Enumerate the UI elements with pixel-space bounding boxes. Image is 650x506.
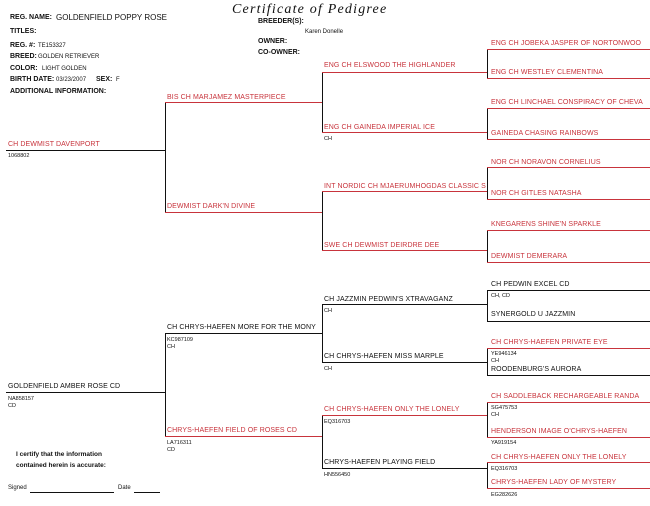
dsd-name: CH CHRYS-HAEFEN MISS MARPLE — [324, 353, 444, 360]
dds-line — [322, 415, 488, 416]
ds-reg: KC987109 — [167, 337, 193, 343]
ddd-bracket — [487, 462, 488, 488]
dsd-bracket — [487, 348, 488, 375]
ss-name: BIS CH MARJAMEZ MASTERPIECE — [167, 94, 286, 101]
ds-bracket — [322, 304, 323, 362]
signed-label: Signed — [8, 485, 27, 491]
ssd-line — [322, 132, 488, 133]
reg-name-label: REG. NAME: — [10, 14, 52, 21]
sds-line — [322, 191, 488, 192]
g11-name: CH CHRYS-HAEFEN PRIVATE EYE — [491, 339, 608, 346]
dam-bracket — [165, 333, 166, 436]
ss-bracket — [322, 72, 323, 132]
owner-label: OWNER: — [258, 38, 288, 45]
g3-name: ENG CH LINCHAEL CONSPIRACY OF CHEVA — [491, 99, 643, 106]
g12-line — [487, 375, 650, 376]
g5-line — [487, 167, 650, 168]
g13-line — [487, 402, 650, 403]
g9-name: CH PEDWIN EXCEL CD — [491, 281, 570, 288]
sdd-line — [322, 250, 488, 251]
dss-name: CH JAZZMIN PEDWIN'S XTRAVAGANZ — [324, 296, 453, 303]
reg-no-label: REG. #: — [10, 42, 36, 49]
dam-name: GOLDENFIELD AMBER ROSE CD — [8, 383, 121, 390]
g2-line — [487, 78, 650, 79]
sire-bracket — [165, 102, 166, 212]
sss-bracket — [487, 49, 488, 78]
g7-line — [487, 230, 650, 231]
ddd-reg: HN556450 — [324, 472, 351, 478]
g8-line — [487, 262, 650, 263]
dd-name: CHRYS-HAEFEN FIELD OF ROSES CD — [167, 427, 298, 434]
certify-line-1: I certify that the information — [16, 451, 102, 458]
ssd-name: ENG CH GAINEDA IMPERIAL ICE — [324, 124, 435, 131]
ds-extra: CH — [167, 344, 175, 350]
g9-line — [487, 290, 650, 291]
breed-value: GOLDEN RETRIEVER — [38, 54, 100, 60]
dds-name: CH CHRYS-HAEFEN ONLY THE LONELY — [324, 406, 460, 413]
co-owner-label: CO-OWNER: — [258, 49, 300, 56]
dam-extra: CD — [8, 403, 16, 409]
sd-line — [165, 212, 323, 213]
sds-name: INT NORDIC CH MJAERUMHOGDAS CLASSIC S — [324, 183, 486, 190]
date-field[interactable] — [134, 492, 160, 493]
reg-name-value: GOLDENFIELD POPPY ROSE — [56, 13, 167, 22]
dam-line — [6, 392, 166, 393]
g10-line — [487, 321, 650, 322]
date-label: Date — [118, 485, 131, 491]
dsd-line — [322, 362, 488, 363]
color-value: LIGHT GOLDEN — [42, 66, 87, 72]
additional-info-label: ADDITIONAL INFORMATION: — [10, 88, 107, 95]
g16-line — [487, 488, 650, 489]
g2-name: ENG CH WESTLEY CLEMENTINA — [491, 69, 604, 76]
sire-line — [6, 150, 166, 151]
g9-reg: CH, CD — [491, 293, 510, 299]
ddd-line — [322, 468, 488, 469]
g16-reg: EG282626 — [491, 492, 518, 498]
g1-line — [487, 49, 650, 50]
dd-line — [165, 436, 323, 437]
sds-bracket — [487, 167, 488, 199]
g14-line — [487, 437, 650, 438]
ddd-name: CHRYS-HAEFEN PLAYING FIELD — [324, 459, 436, 466]
g16-name: CHRYS-HAEFEN LADY OF MYSTERY — [491, 479, 617, 486]
ds-line — [165, 333, 323, 334]
g3-line — [487, 108, 650, 109]
birth-date-label: BIRTH DATE: — [10, 76, 55, 83]
titles-label: TITLES: — [10, 28, 37, 35]
g5-name: NOR CH NORAVON CORNELIUS — [491, 159, 601, 166]
sire-name: CH DEWMIST DAVENPORT — [8, 141, 100, 148]
g10-name: SYNERGOLD U JAZZMIN — [491, 311, 576, 318]
dam-reg: NA858157 — [8, 396, 34, 402]
dds-bracket — [487, 402, 488, 438]
sdd-bracket — [487, 230, 488, 262]
dd-extra: CD — [167, 447, 175, 453]
dd-bracket — [322, 415, 323, 468]
g15-name: CH CHRYS-HAEFEN ONLY THE LONELY — [491, 454, 627, 461]
g7-name: KNEGARENS SHINE'N SPARKLE — [491, 221, 601, 228]
g11-reg: YE946134 — [491, 351, 517, 357]
g13-reg: SG475753 — [491, 405, 518, 411]
dsd-reg: CH — [324, 366, 332, 372]
g4-name: GAINEDA CHASING RAINBOWS — [491, 130, 599, 137]
sd-name: DEWMIST DARK'N DIVINE — [167, 203, 256, 210]
sire-reg: 1068802 — [8, 153, 30, 159]
color-label: COLOR: — [10, 65, 38, 72]
sex-label: SEX: — [96, 76, 113, 83]
g1-name: ENG CH JOBEKA JASPER OF NORTONWOO — [491, 40, 642, 47]
g11-extra: CH — [491, 358, 499, 364]
sd-bracket — [322, 191, 323, 250]
g11-line — [487, 348, 650, 349]
g8-name: DEWMIST DEMERARA — [491, 253, 568, 260]
sex-value: F — [116, 77, 120, 83]
dss-bracket — [487, 290, 488, 321]
g12-name: ROODENBURG'S AURORA — [491, 366, 582, 373]
certificate-title: Certificate of Pedigree — [232, 2, 388, 17]
dds-reg: EQ316703 — [324, 419, 351, 425]
breeder-label: BREEDER(S): — [258, 18, 304, 25]
signature-field[interactable] — [30, 492, 114, 493]
sss-line — [322, 72, 488, 73]
breeder-value: Karen Donelle — [305, 29, 344, 35]
dss-reg: CH — [324, 308, 332, 314]
ss-line — [165, 102, 323, 103]
sdd-name: SWE CH DEWMIST DEIRDRE DEE — [324, 242, 440, 249]
ssd-reg: CH — [324, 136, 332, 142]
birth-date-value: 03/23/2007 — [56, 77, 87, 83]
g13-name: CH SADDLEBACK RECHARGEABLE RANDA — [491, 393, 640, 400]
g14-name: HENDERSON IMAGE O'CHRYS-HAEFEN — [491, 428, 628, 435]
g15-reg: EQ316703 — [491, 466, 518, 472]
reg-no-value: TE153327 — [38, 43, 66, 49]
g4-line — [487, 139, 650, 140]
sss-name: ENG CH ELSWOOD THE HIGHLANDER — [324, 62, 456, 69]
g13-extra: CH — [491, 412, 499, 418]
g15-line — [487, 462, 650, 463]
ds-name: CH CHRYS-HAEFEN MORE FOR THE MONY — [167, 324, 316, 331]
g6-name: NOR CH GITLES NATASHA — [491, 190, 582, 197]
ssd-bracket — [487, 108, 488, 139]
dss-line — [322, 304, 488, 305]
breed-label: BREED: — [10, 53, 37, 60]
certify-line-2: contained herein is accurate: — [16, 462, 106, 469]
g6-line — [487, 199, 650, 200]
dd-reg: LA716311 — [167, 440, 192, 446]
g14-reg: YA919154 — [491, 440, 517, 446]
